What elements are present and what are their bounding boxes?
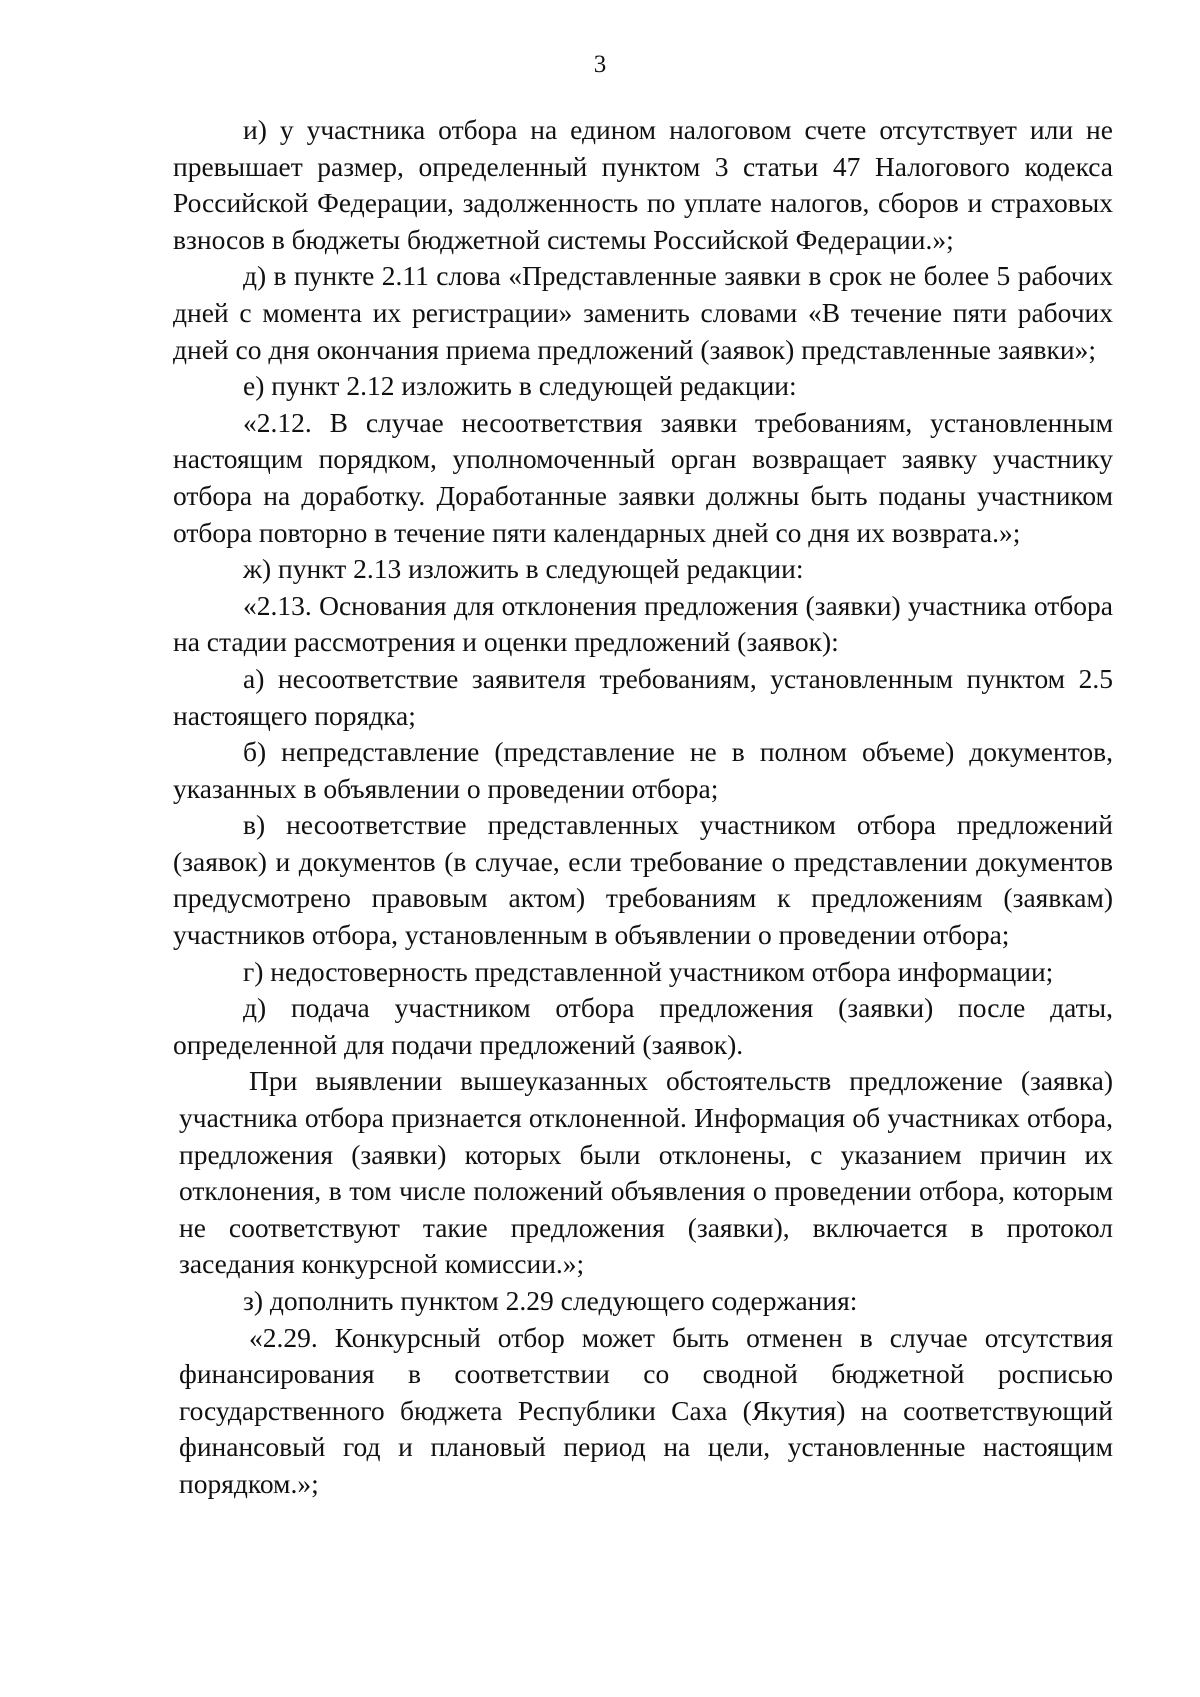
- document-body: [173, 112, 1113, 1503]
- paragraph-rejection-info: При выявлении вышеуказанных обстоятельств предложение (заявка) участника отбора признается отклоненной. Информация об участниках отбора, предложения (заявки) которых были отклонены, с указанием причин их отклонения, в том числе положений объявления о проведении отбора, которым не соответствуют такие предложения (заявки), включается в протокол заседания конкурсной комиссии.»;: [179, 1065, 1113, 1280]
- paragraph-clause-2-13: «2.13. Основания для отклонения предложения (заявки) участника отбора на стадии рассмотрения и оценки предложений (заявок):: [173, 589, 1113, 658]
- paragraph-item-i: и) у участника отбора на едином налоговом счете отсутствует или не превышает размер, определенный пунктом 3 статьи 47 Налогового кодекса Российской Федерации, задолженность по уплате налогов, сборов и страховых взносов в бюджеты бюджетной системы Российской Федерации.»;: [173, 114, 1113, 255]
- paragraph-clause-2-29: «2.29. Конкурсный отбор может быть отменен в случае отсутствия финансирования в соответствии со сводной бюджетной росписью государственного бюджета Республики Саха (Якутия) на соответствующий финансовый год и плановый период на цели, установленные настоящим порядком.»;: [179, 1321, 1113, 1499]
- paragraph-sub-d: д) подача участником отбора предложения (заявки) после даты, определенной для подачи предложений (заявок).: [173, 992, 1113, 1060]
- paragraph-item-z: з) дополнить пунктом 2.29 следующего содержания:: [243, 1285, 858, 1316]
- paragraph-item-d-2-11: д) в пункте 2.11 слова «Представленные заявки в срок не более 5 рабочих дней с момента их регистрации» заменить словами «В течение пяти рабочих дней со дня окончания приема предложений (заявок) представленные заявки»;: [173, 260, 1113, 365]
- paragraph-item-e: е) пункт 2.12 изложить в следующей редакции:: [243, 370, 797, 402]
- paragraph-item-zh: ж) пункт 2.13 изложить в следующей редакции:: [243, 553, 804, 585]
- paragraph-sub-a: а) несоответствие заявителя требованиям, установленным пунктом 2.5 настоящего порядка;: [173, 662, 1113, 731]
- paragraph-sub-g: г) недостоверность представленной участником отбора информации;: [243, 955, 1054, 987]
- paragraph-sub-v: в) несоответствие представленных участником отбора предложений (заявок) и документов (в случае, если требование о представлении документов предусмотрено правовым актом) требованиям к предложениям (заявкам) участников отбора, установленным в объявлении о проведении отбора;: [173, 809, 1113, 951]
- paragraph-sub-b: б) непредставление (представление не в полном объеме) документов, указанных в объявлении о проведении отбора;: [173, 736, 1113, 804]
- page-number: 3: [593, 51, 607, 78]
- paragraph-clause-2-12: «2.12. В случае несоответствия заявки требованиям, установленным настоящим порядком, уполномоченный орган возвращает заявку участнику отбора на доработку. Доработанные заявки должны быть поданы участником отбора повторно в течение пяти календарных дней со дня их возврата.»;: [173, 406, 1113, 548]
